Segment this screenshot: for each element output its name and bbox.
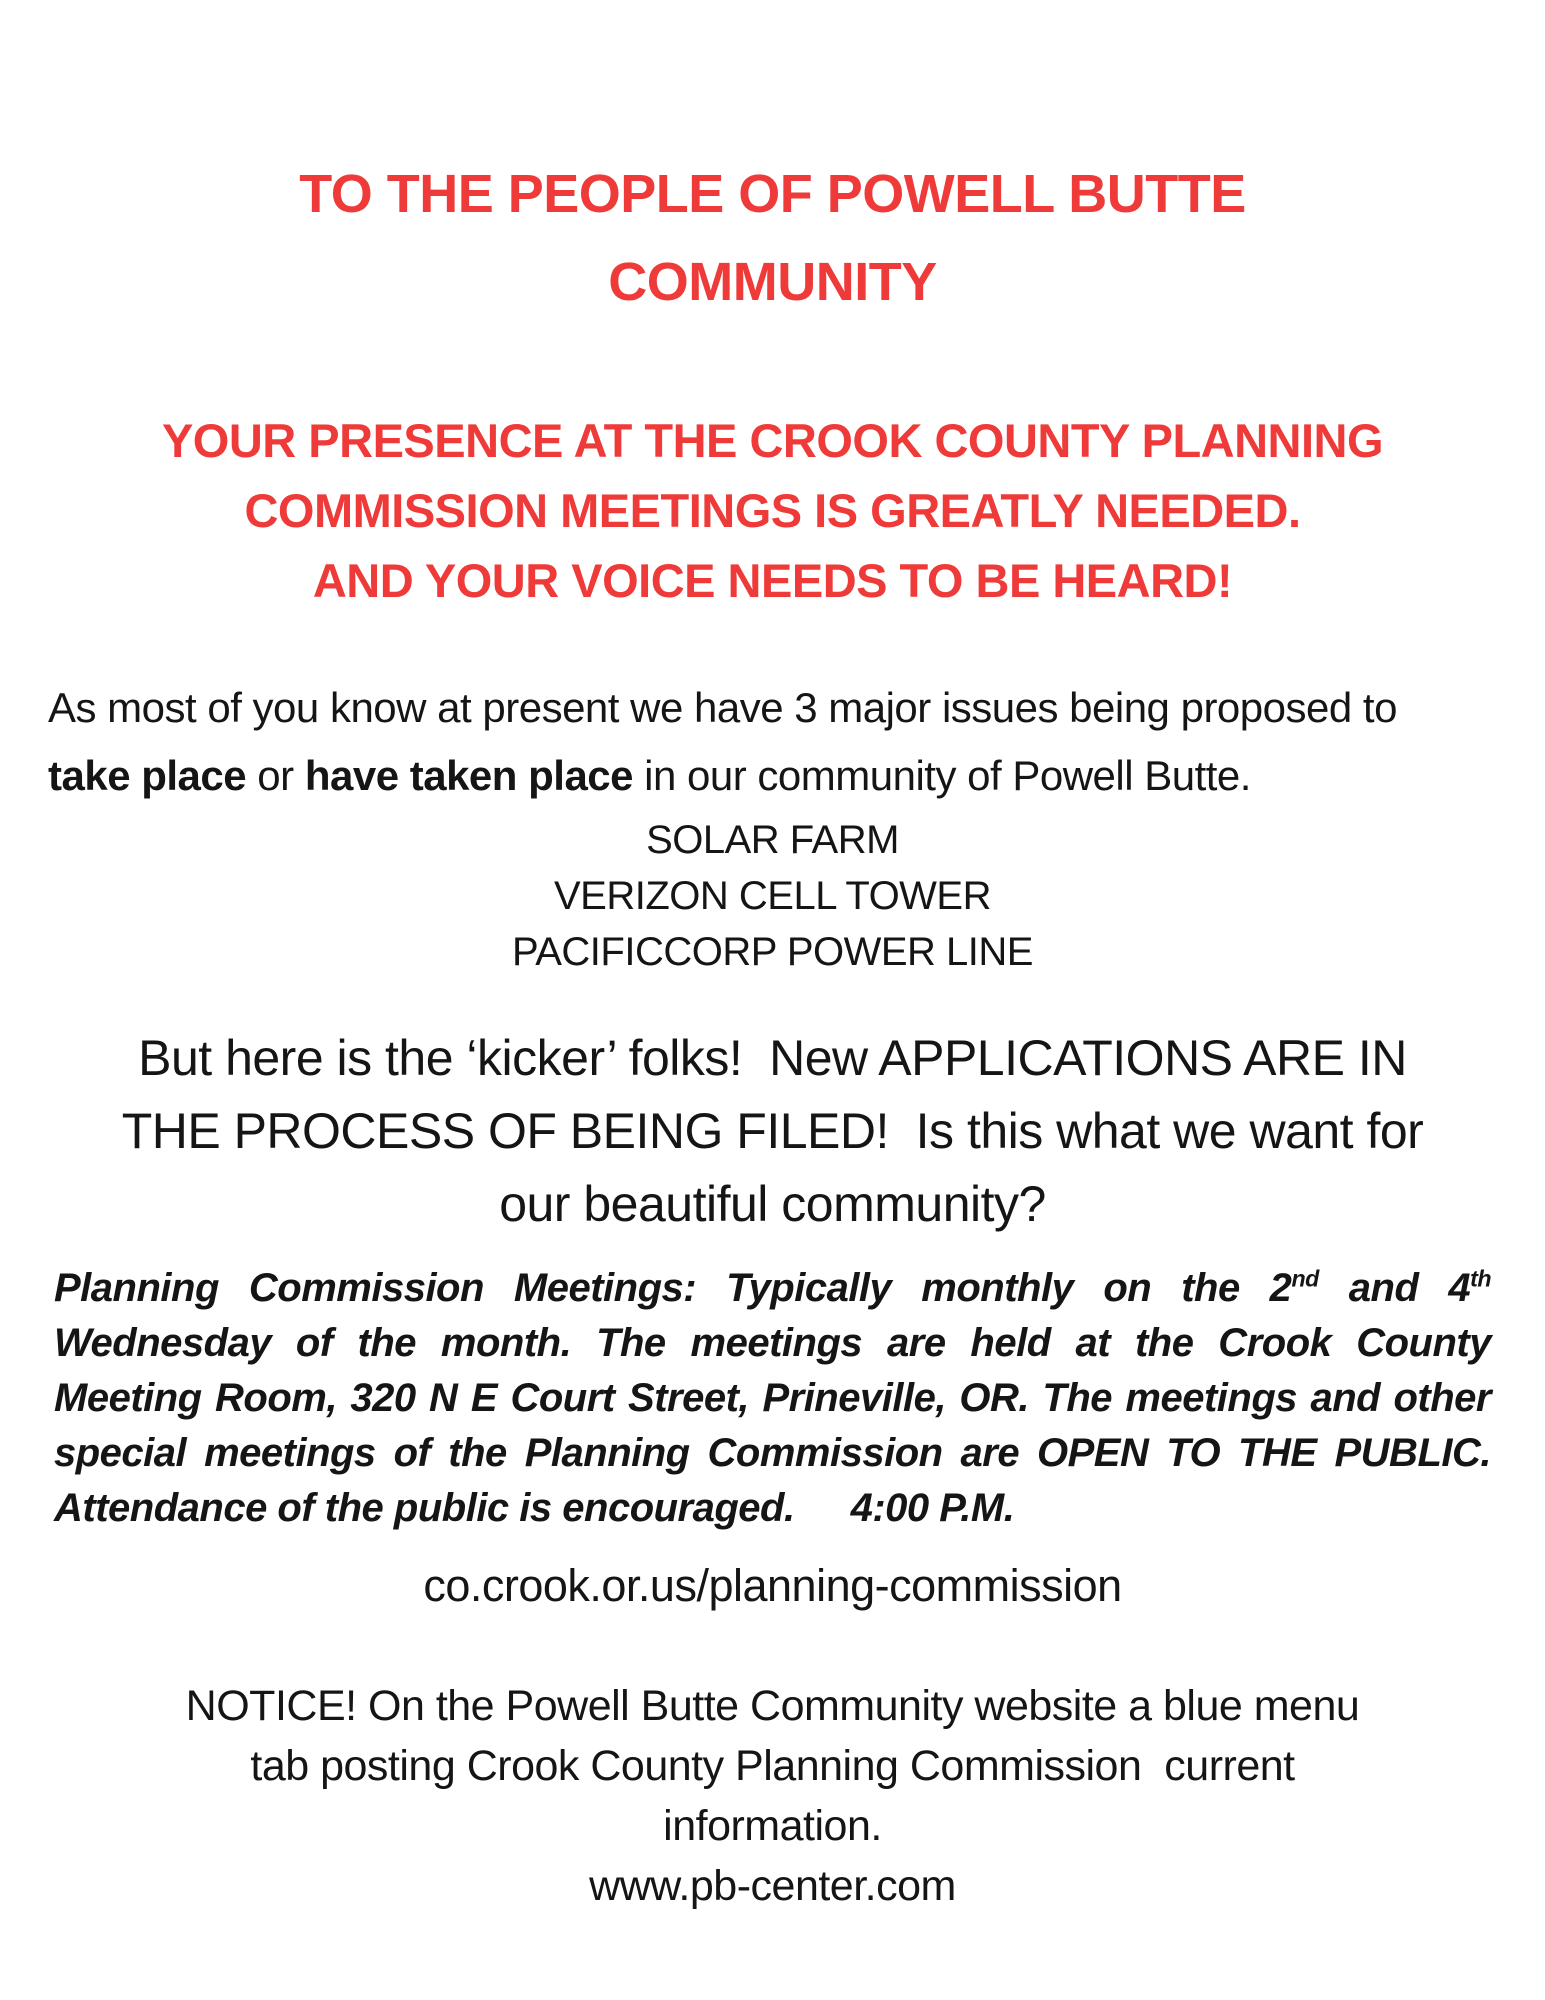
intro-bold-have-taken-place: have taken place (304, 752, 634, 799)
issues-list (48, 812, 1497, 980)
issue-solar-farm: SOLAR FARM (646, 818, 899, 862)
kicker-line-1: But here is the ‘kicker’ folks! New APPLICATIONS ARE IN (138, 1030, 1407, 1086)
ordinal-suffix-4th: th (1470, 1265, 1492, 1292)
notice-line-1: NOTICE! On the Powell Butte Community website a blue menu (185, 1682, 1360, 1730)
notice-line-3: information. (663, 1802, 882, 1850)
meeting-time: 4:00 P.M. (850, 1486, 1015, 1530)
page-title-line-2: COMMUNITY (608, 252, 937, 312)
meetings-text-1: Planning Commission Meetings: Typically monthly on the 2 (54, 1266, 1292, 1310)
issue-pacificcorp-power-line: PACIFICCORP POWER LINE (512, 930, 1033, 974)
page-title-line-1: TO THE PEOPLE OF POWELL BUTTE (299, 164, 1246, 224)
call-to-action-heading (48, 406, 1497, 616)
call-to-action-line-3: AND YOUR VOICE NEEDS TO BE HEARD! (312, 554, 1233, 607)
kicker-line-2: THE PROCESS OF BEING FILED! Is this what we want for (121, 1103, 1424, 1159)
intro-line-1: As most of you know at present we have 3 major issues being proposed to (48, 684, 1397, 731)
call-to-action-line-2: COMMISSION MEETINGS IS GREATLY NEEDED. (244, 484, 1301, 537)
intro-line-2 (48, 742, 1497, 810)
notice-paragraph (48, 1676, 1497, 1916)
kicker-paragraph (48, 1022, 1497, 1241)
intro-or-text: or (246, 752, 305, 799)
notice-line-2: tab posting Crook County Planning Commission current (250, 1742, 1295, 1790)
meetings-info-paragraph (54, 1261, 1491, 1536)
intro-bold-take-place: take place (48, 752, 247, 799)
call-to-action-line-1: YOUR PRESENCE AT THE CROOK COUNTY PLANNING (161, 414, 1384, 467)
meetings-text-3: Wednesday of the month. The meetings are held at the Crook County Meeting Room, 320 N E Court Street, Prineville, OR. The meetings and other special meetings of the Planning Commission are OPEN TO THE PUBLIC. Attendance of the public is encouraged. (54, 1321, 1491, 1530)
planning-commission-url: co.crook.or.us/planning-commission (423, 1560, 1122, 1611)
kicker-line-3: our beautiful community? (499, 1176, 1046, 1232)
intro-rest-text: in our community of Powell Butte. (633, 752, 1251, 799)
meetings-text-2: and 4 (1318, 1266, 1471, 1310)
ordinal-suffix-2nd: nd (1291, 1265, 1319, 1292)
intro-paragraph (48, 674, 1497, 810)
community-site-url: www.pb-center.com (589, 1862, 956, 1910)
issue-verizon-cell-tower: VERIZON CELL TOWER (553, 874, 991, 918)
page-title (48, 150, 1497, 326)
